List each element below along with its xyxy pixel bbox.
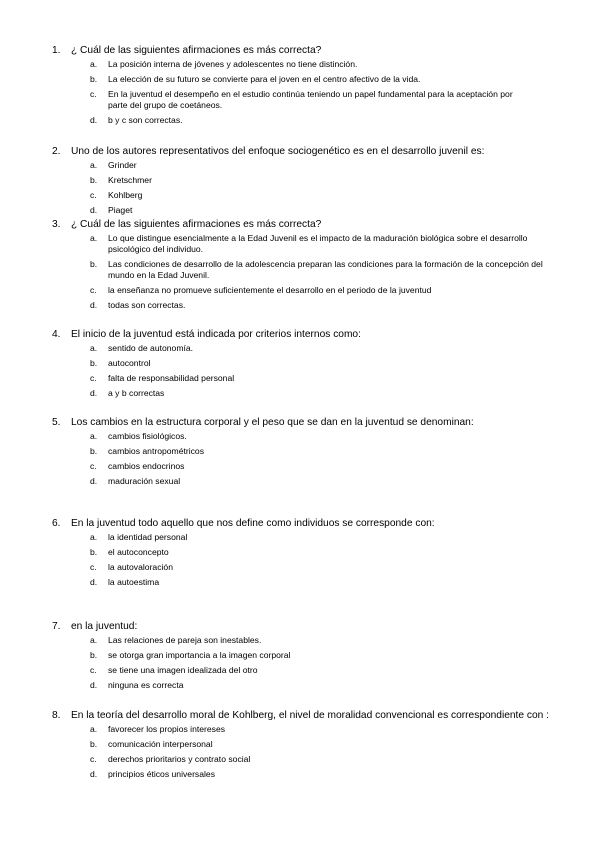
option-a — [52, 635, 552, 646]
question-6-stem — [52, 517, 552, 530]
question-8 — [52, 709, 552, 784]
question-number: 8. — [52, 710, 61, 721]
option-list — [52, 233, 552, 311]
option-letter: d. — [90, 577, 98, 587]
option-text: En la juventud el desempeño en el estudio continúa teniendo un papel fundamental para la aceptación por parte del grupo de coetáneos. — [108, 89, 513, 110]
question-number: 1. — [52, 45, 61, 56]
option-text: el autoconcepto — [108, 547, 169, 557]
question-2 — [52, 145, 552, 220]
option-letter: d. — [90, 769, 98, 779]
option-text: falta de responsabilidad personal — [108, 373, 235, 383]
option-a — [52, 59, 552, 70]
option-letter: d. — [90, 388, 98, 398]
question-text: en la juventud: — [71, 621, 138, 632]
option-b — [52, 446, 552, 457]
option-letter: b. — [90, 547, 98, 557]
option-text: se tiene una imagen idealizada del otro — [108, 665, 258, 675]
option-a — [52, 431, 552, 442]
question-7 — [52, 620, 552, 695]
option-letter: c. — [90, 754, 97, 764]
question-number: 2. — [52, 146, 61, 157]
option-text: todas son correctas. — [108, 300, 186, 310]
question-4-stem — [52, 328, 552, 341]
option-letter: b. — [90, 446, 98, 456]
option-letter: d. — [90, 205, 98, 215]
option-letter: a. — [90, 431, 98, 441]
option-text: a y b correctas — [108, 388, 165, 398]
option-list — [52, 532, 552, 588]
option-text: maduración sexual — [108, 476, 181, 486]
option-text: Grinder — [108, 160, 137, 170]
option-letter: c. — [90, 89, 97, 99]
option-list — [52, 160, 552, 216]
option-a — [52, 233, 552, 255]
question-5-stem — [52, 416, 552, 429]
question-number: 4. — [52, 329, 61, 340]
option-letter: d. — [90, 115, 98, 125]
question-text: ¿ Cuál de las siguientes afirmaciones es más correcta? — [71, 219, 322, 230]
option-letter: a. — [90, 59, 98, 69]
question-text: En la teoría del desarrollo moral de Kohlberg, el nivel de moralidad convencional es correspondiente con : — [71, 710, 549, 721]
question-1 — [52, 44, 552, 130]
option-b — [52, 259, 552, 281]
option-text: principios éticos universales — [108, 769, 215, 779]
question-number: 5. — [52, 417, 61, 428]
question-number: 3. — [52, 219, 61, 230]
option-c — [52, 754, 552, 765]
option-text: derechos prioritarios y contrato social — [108, 754, 251, 764]
option-c — [52, 373, 552, 384]
question-number: 6. — [52, 518, 61, 529]
option-list — [52, 343, 552, 399]
option-text: comunicación interpersonal — [108, 739, 213, 749]
option-letter: d. — [90, 476, 98, 486]
option-text: cambios endocrinos — [108, 461, 185, 471]
option-b — [52, 74, 552, 85]
option-d — [52, 300, 552, 311]
question-3-stem — [52, 218, 552, 231]
question-4 — [52, 328, 552, 403]
option-text: sentido de autonomía. — [108, 343, 194, 353]
option-letter: a. — [90, 160, 98, 170]
option-letter: b. — [90, 739, 98, 749]
option-letter: b. — [90, 358, 98, 368]
option-text: La elección de su futuro se convierte para el joven en el centro afectivo de la vida. — [108, 74, 421, 84]
option-letter: c. — [90, 373, 97, 383]
option-text: Las relaciones de pareja son inestables. — [108, 635, 262, 645]
option-text: la autoestima — [108, 577, 160, 587]
option-list — [52, 635, 552, 691]
option-list — [52, 59, 552, 126]
question-3 — [52, 218, 552, 315]
option-d — [52, 769, 552, 780]
option-text: favorecer los propios intereses — [108, 724, 226, 734]
option-d — [52, 205, 552, 216]
option-b — [52, 739, 552, 750]
option-text: la autovaloración — [108, 562, 173, 572]
option-a — [52, 724, 552, 735]
question-text: Uno de los autores representativos del enfoque sociogenético es en el desarrollo juvenil es: — [71, 146, 485, 157]
question-text: Los cambios en la estructura corporal y el peso que se dan en la juventud se denominan: — [71, 417, 474, 428]
option-letter: c. — [90, 665, 97, 675]
option-list — [52, 724, 552, 780]
option-letter: b. — [90, 175, 98, 185]
option-text: cambios antropométricos — [108, 446, 205, 456]
option-text: cambios fisiológicos. — [108, 431, 187, 441]
option-letter: c. — [90, 562, 97, 572]
option-d — [52, 388, 552, 399]
option-letter: a. — [90, 343, 98, 353]
option-text: la identidad personal — [108, 532, 188, 542]
question-2-stem — [52, 145, 552, 158]
option-d — [52, 476, 552, 487]
option-text: se otorga gran importancia a la imagen corporal — [108, 650, 291, 660]
option-text: Lo que distingue esencialmente a la Edad Juvenil es el impacto de la maduración biológica sobre el desarrollo psicológico del individuo. — [108, 233, 528, 254]
option-b — [52, 650, 552, 661]
option-c — [52, 461, 552, 472]
option-text: La posición interna de jóvenes y adolescentes no tiene distinción. — [108, 59, 358, 69]
option-text: Kretschmer — [108, 175, 152, 185]
option-b — [52, 547, 552, 558]
option-c — [52, 190, 552, 201]
option-d — [52, 115, 552, 126]
question-text: ¿ Cuál de las siguientes afirmaciones es más correcta? — [71, 45, 322, 56]
option-list — [52, 431, 552, 487]
option-letter: b. — [90, 259, 98, 269]
option-letter: a. — [90, 233, 98, 243]
option-c — [52, 89, 552, 111]
question-1-stem — [52, 44, 552, 57]
option-letter: b. — [90, 74, 98, 84]
question-number: 7. — [52, 621, 61, 632]
question-text: En la juventud todo aquello que nos define como individuos se corresponde con: — [71, 518, 435, 529]
question-5 — [52, 416, 552, 491]
option-text: ninguna es correcta — [108, 680, 184, 690]
option-letter: a. — [90, 532, 98, 542]
option-text: la enseñanza no promueve suficientemente el desarrollo en el periodo de la juventud — [108, 285, 432, 295]
question-8-stem — [52, 709, 552, 722]
question-7-stem — [52, 620, 552, 633]
option-text: autocontrol — [108, 358, 151, 368]
option-a — [52, 343, 552, 354]
option-letter: b. — [90, 650, 98, 660]
option-letter: c. — [90, 461, 97, 471]
option-text: Las condiciones de desarrollo de la adolescencia preparan las condiciones para la formación de la concepción del mundo en la Edad Juvenil. — [108, 259, 543, 280]
option-text: Piaget — [108, 205, 133, 215]
question-6 — [52, 517, 552, 592]
option-a — [52, 160, 552, 171]
option-letter: d. — [90, 300, 98, 310]
option-letter: c. — [90, 190, 97, 200]
option-d — [52, 577, 552, 588]
option-b — [52, 358, 552, 369]
option-text: Kohlberg — [108, 190, 143, 200]
question-text: El inicio de la juventud está indicada por criterios internos como: — [71, 329, 361, 340]
option-c — [52, 562, 552, 573]
option-letter: d. — [90, 680, 98, 690]
option-c — [52, 665, 552, 676]
option-text: b y c son correctas. — [108, 115, 183, 125]
option-letter: a. — [90, 724, 98, 734]
option-c — [52, 285, 552, 296]
option-letter: c. — [90, 285, 97, 295]
option-letter: a. — [90, 635, 98, 645]
option-b — [52, 175, 552, 186]
option-d — [52, 680, 552, 691]
option-a — [52, 532, 552, 543]
